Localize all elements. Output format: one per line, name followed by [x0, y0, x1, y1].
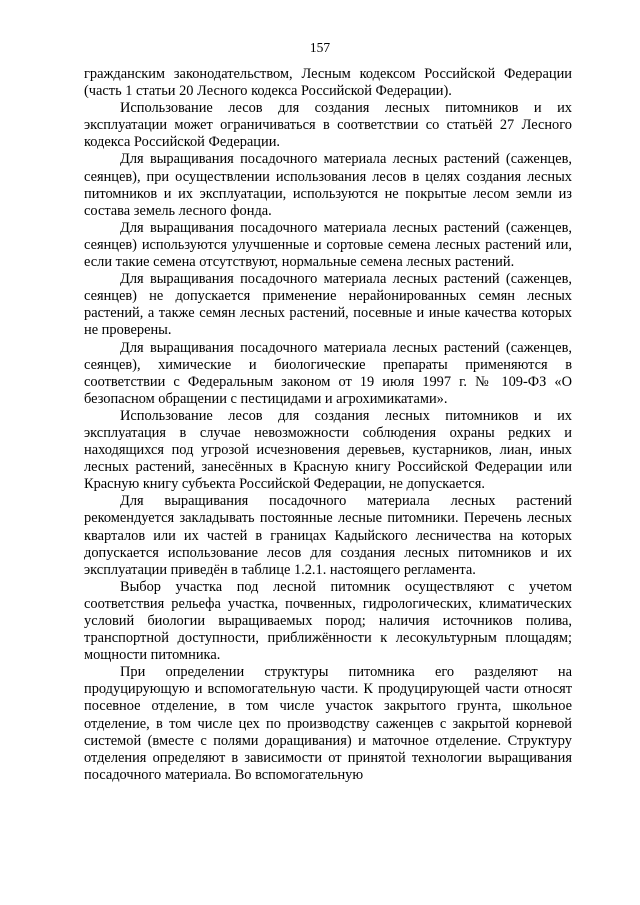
page-number: 157	[309, 40, 331, 55]
paragraph-7: Использование лесов для создания лесных питомников и их эксплуатация в случае невозможности соблюдения охраны редких и находящихся под угрозой исчезновения деревьев, кустарников, лиан, иных лесных растений, занесённых в Красную книгу Российской Федерации или Красную книгу субъекта Российской Федерации, не допускается.	[84, 407, 572, 493]
paragraph-4: Для выращивания посадочного материала лесных растений (саженцев, сеянцев) используются улучшенные и сортовые семена лесных растений или, если такие семена отсутствуют, нормальные семена лесных растений.	[84, 219, 572, 271]
paragraph-6: Для выращивания посадочного материала лесных растений (саженцев, сеянцев), химические и биологические препараты применяются в соответствии с Федеральным законом от 19 июля 1997 г. № 109-ФЗ «О безопасном обращении с пестицидами и агрохимикатами».	[84, 339, 572, 407]
paragraph-8: Для выращивания посадочного материала лесных растений рекомендуется закладывать постоянные лесные питомники. Перечень лесных кварталов или их частей в границах Кадыйского лесничества на которых допускается использование лесов для создания лесных питомников и их эксплуатации приведён в таблице 1.2.1. настоящего регламента.	[84, 493, 572, 578]
paragraph-3: Для выращивания посадочного материала лесных растений (саженцев, сеянцев), при осуществлении использования лесов в целях создания лесных питомников и их эксплуатации, используются не покрытые лесом земли из состава земель лесного фонда.	[84, 151, 572, 219]
body-text	[84, 66, 572, 784]
paragraph-10: При определении структуры питомника его разделяют на продуцирующую и вспомогательную части. К продуцирующей части относят посевное отделение, в том числе участок закрытого грунта, школьное отделение, в том числе цех по производству саженцев с закрытой корневой системой (вместе с полями доращивания) и маточное отделение. Структуру отделения определяют в зависимости от принятой технологии выращивания посадочного материала. Во вспомогательную	[84, 664, 572, 783]
paragraph-1: гражданским законодательством, Лесным кодексом Российской Федерации (часть 1 статьи 20 Лесного кодекса Российской Федерации).	[84, 66, 572, 100]
paragraph-2: Использование лесов для создания лесных питомников и их эксплуатации может ограничиваться в соответствии со статьёй 27 Лесного кодекса Российской Федерации.	[84, 100, 572, 151]
paragraph-9: Выбор участка под лесной питомник осуществляют с учетом соответствия рельефа участка, почвенных, гидрологических, климатических условий биологии выращиваемых пород; наличия источников полива, транспортной доступности, приближённости к лесокультурным площадям; мощности питомника.	[84, 578, 572, 664]
paragraph-5: Для выращивания посадочного материала лесных растений (саженцев, сеянцев) не допускается применение нерайонированных семян лесных растений, а также семян лесных растений, посевные и иные качества которых не проверены.	[84, 271, 572, 339]
